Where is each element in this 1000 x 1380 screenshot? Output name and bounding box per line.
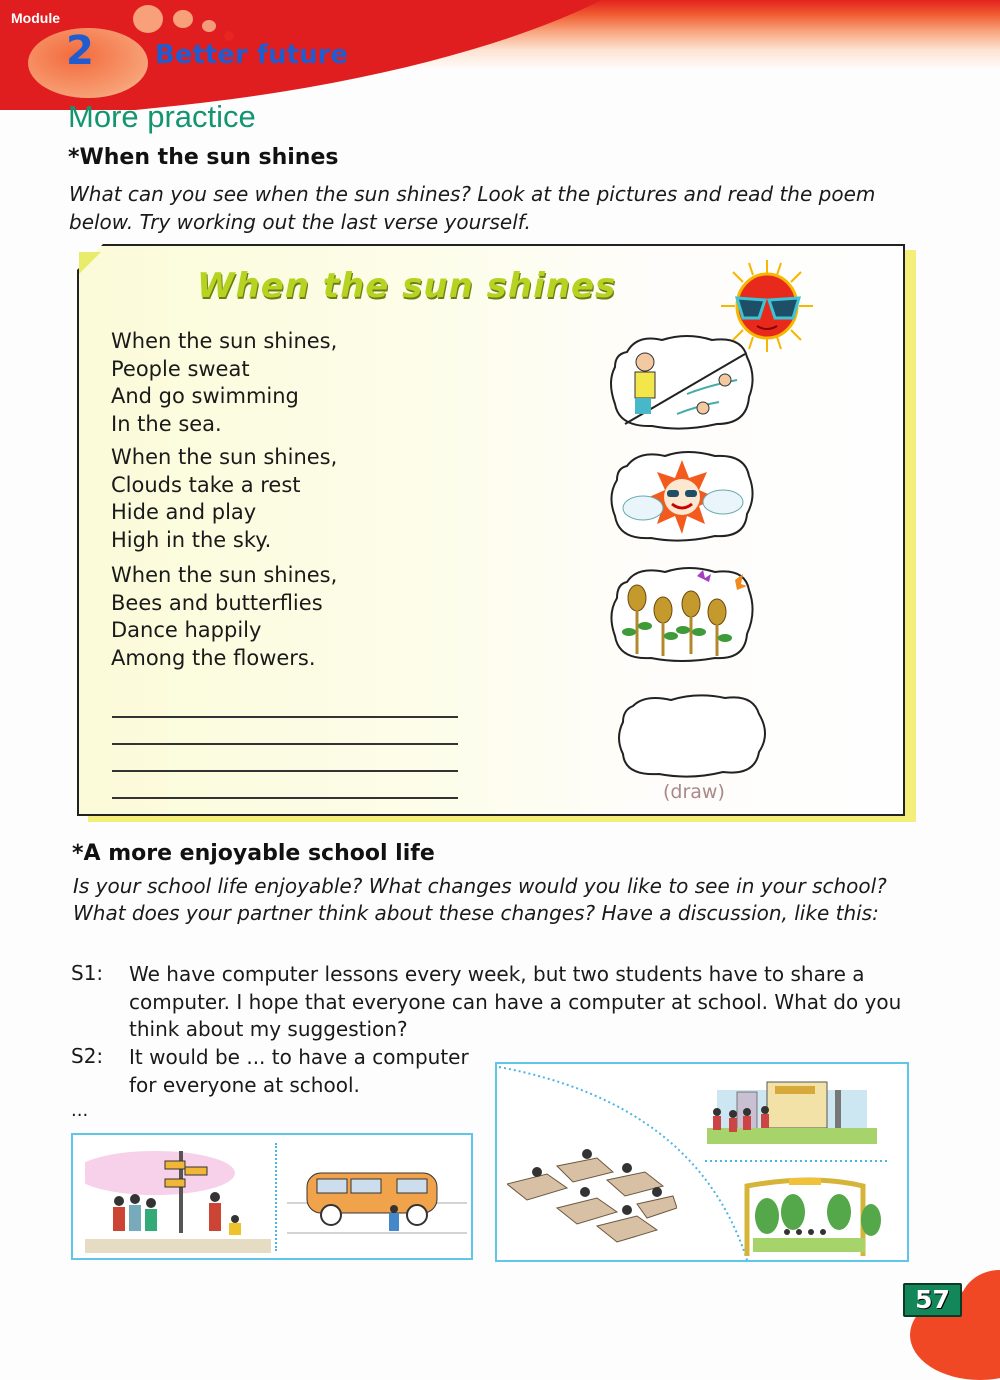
answer-line-2[interactable] [112,743,458,745]
school-bus-picture [287,1143,467,1255]
poem-line: Bees and butterflies [111,590,323,615]
module-label: Module [11,10,60,26]
poem-card [77,244,905,816]
poem-line: Clouds take a rest [111,472,301,497]
section-title: More practice [68,99,256,134]
draw-label: (draw) [663,781,725,803]
answer-line-3[interactable] [112,770,458,772]
poem-line: Among the flowers. [111,645,316,670]
answer-line-4[interactable] [112,797,458,799]
empty-draw-cloud[interactable] [615,692,771,778]
activity-heading-school: *A more enjoyable school life [72,841,435,866]
poem-line: In the sea. [111,411,222,436]
school-trips-picture-frame [495,1062,909,1262]
poem-line: High in the sky. [111,527,272,552]
museum-trip-picture [697,1072,883,1148]
park-trip-picture [743,1176,887,1258]
transport-picture-frame [71,1133,473,1260]
activity-instructions-sun: What can you see when the sun shines? Look at the pictures and read the poem below. Try working out the last verse yourself. [69,182,876,234]
activity-instructions-school: Is your school life enjoyable? What changes would you like to see in your school? What does your partner think about these changes? Have a discussion, like this: [73,874,887,925]
bus-stop-picture [85,1143,271,1255]
module-number: 2 [66,28,94,74]
poem-line: People sweat [111,356,250,381]
page-fold-corner [79,252,101,274]
poem-title: When the sun shines [197,266,617,306]
poem-line: Hide and play [111,500,257,524]
dialogue-s2: It would be ... to have a computer for everyone at school. [129,1045,469,1097]
poem-line: Dance happily [111,618,262,642]
module-title: Better future [155,40,349,70]
poem-line: And go swimming [111,384,299,408]
poem-stanza-1 [111,328,337,438]
poem-line: When the sun shines, [111,445,338,469]
speaker-s2: S2: [71,1044,104,1068]
poem-line: When the sun shines, [111,563,338,587]
classroom-picture [507,1144,677,1256]
bubble-decoration [202,20,216,32]
poem-stanza-2 [111,444,337,554]
bubble-decoration [173,10,193,28]
poem-stanza-3 [111,562,337,672]
answer-line-1[interactable] [112,716,458,718]
speaker-s1: S1: [71,961,104,985]
sweating-swimming-picture [607,332,757,432]
dialogue-ellipsis: ... [71,1100,89,1121]
activity-heading-sun: *When the sun shines [68,145,339,170]
module-header [0,0,1000,110]
flowers-butterflies-picture [607,564,757,664]
dotted-divider [275,1143,277,1251]
dialogue-s1: We have computer lessons every week, but two students have to share a computer. I hope that everyone can have a computer at school. What do you think about my suggestion? [129,962,902,1041]
page-number: 57 [903,1283,962,1317]
sun-clouds-picture [607,450,757,542]
bubble-decoration [133,5,163,33]
poem-line: When the sun shines, [111,329,338,353]
